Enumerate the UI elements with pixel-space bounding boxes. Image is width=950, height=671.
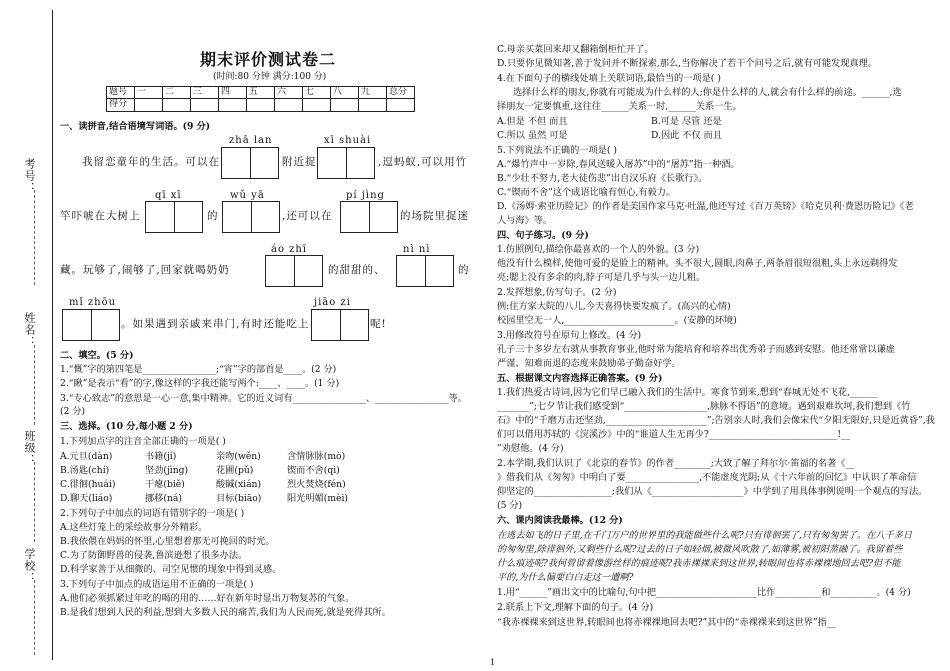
text-fill-2: 仰坚定的_________________;我们从《____________________》中学到了用具体事例说明一个观点的写法。 bbox=[497, 486, 928, 497]
example-text: 他没有什么模样,使他可爱的是脸上的精神。头不很大,圆眼,肉鼻子,两条眉很短很粗,头上永远剃得发 bbox=[497, 258, 898, 269]
choice-question-3: 3.下列句子中加点的成语运用不正确的一项是( ) bbox=[60, 579, 254, 590]
score-col: 七 bbox=[303, 87, 331, 99]
pinyin-label: wǔ yā bbox=[230, 190, 265, 201]
score-table bbox=[106, 86, 415, 112]
score-value-row bbox=[107, 99, 415, 111]
score-col: 八 bbox=[331, 87, 359, 99]
imitation-sentence: 校园里空无一人,________________________。(安静的环境) bbox=[497, 315, 737, 326]
option-d[interactable]: D.因此 不仅 而且 bbox=[651, 130, 722, 141]
section-1-heading: 一、读拼音,结合语境写词语。(9 分) bbox=[60, 121, 211, 132]
score-cell[interactable] bbox=[135, 99, 163, 111]
reading-question-1: 1.用“______”画出文中的比喻句,句中把______________________比作__________和__________。(4 分) bbox=[497, 587, 911, 598]
answer-box[interactable] bbox=[62, 309, 120, 341]
answer-box[interactable] bbox=[145, 201, 203, 233]
score-col: 一 bbox=[135, 87, 163, 99]
example-sentence: 例:住方家大院的八儿,今天喜得快要发疯了。(高兴的心情) bbox=[497, 301, 731, 312]
score-col: 九 bbox=[359, 87, 387, 99]
page-number: 1 bbox=[490, 658, 496, 667]
text-line: 竿吓唬在大树上 bbox=[60, 210, 141, 222]
score-cell[interactable] bbox=[387, 99, 415, 111]
option-word: 锲而不舍(qì) bbox=[287, 465, 340, 476]
option-word: 酸碱(xián) bbox=[216, 479, 262, 490]
score-cell[interactable] bbox=[191, 99, 219, 111]
section-2-heading: 二、填空。(5 分) bbox=[60, 350, 134, 361]
section-4-heading: 四、句子练习。(9 分) bbox=[497, 230, 589, 241]
text-line: 呢! bbox=[370, 318, 387, 330]
class-label: 班级： bbox=[23, 430, 36, 466]
text-fill-2: 》借我们从《匆匆》中明白了要________________,不能虚度光阴;从《十六年前的回忆》中认识了革命信 bbox=[497, 472, 917, 483]
option-d[interactable]: D.《汤姆·索亚历险记》的作者是美国作家马克·吐温,他还写过《百万英镑》《哈克贝利·费恩历险记》《老 bbox=[497, 201, 914, 212]
option-a[interactable]: A.元旦(dàn) bbox=[60, 451, 113, 462]
exam-info: (时间:80 分钟 满分:100 分) bbox=[213, 72, 327, 82]
score-cell[interactable] bbox=[331, 99, 359, 111]
pinyin-label: qī xī bbox=[155, 190, 182, 201]
text-line: 。如果遇到亲戚来串门,有时还能吃上 bbox=[121, 318, 310, 330]
option-word: 烈火焚烧(fén) bbox=[287, 479, 346, 490]
text-line: 的甜甜的、 bbox=[328, 264, 386, 276]
option-word: 亲吻(wěn) bbox=[216, 451, 261, 462]
option-a[interactable]: A.这些灯笼上的采绘故事分外精彩。 bbox=[60, 522, 208, 533]
text-fill-1: _______”;七夕节让我们感受到“__________________,脉脉不得语”的意境。遇到艰难坎坷,我们想到《竹 bbox=[497, 401, 911, 412]
text-line: 我留恋童年的生活。可以在 bbox=[82, 156, 220, 168]
school-line bbox=[34, 580, 35, 655]
option-a[interactable]: A.他们必须抓紧过年吃的喝的用的……好在新年时显出万物复苏的气象。 bbox=[60, 593, 355, 604]
text-line: 的场院里捉迷 bbox=[400, 210, 469, 222]
option-c[interactable]: C.为了防御野兽的侵袭,鲁滨逊想了很多办法。 bbox=[60, 550, 248, 561]
answer-box[interactable] bbox=[317, 147, 375, 179]
text-fill-1: ”劝慰他。(4 分) bbox=[497, 443, 564, 454]
answer-box[interactable] bbox=[396, 255, 454, 287]
pinyin-label: jiāo zi bbox=[314, 297, 351, 308]
sentence-question-1: 1.仿照例句,描绘你最喜欢的一个人的外貌。(3 分) bbox=[497, 244, 700, 255]
choice-question-5: 5.下列说法不正确的一项是( ) bbox=[497, 145, 617, 156]
score-cell[interactable] bbox=[303, 99, 331, 111]
option-word: 挪移(ná) bbox=[145, 493, 182, 504]
pinyin-label: xī shuài bbox=[324, 135, 372, 146]
text-line: ,还可以在 bbox=[282, 210, 333, 222]
answer-box[interactable] bbox=[221, 147, 279, 179]
reading-question-2: 2.联系上下文,理解下面的句子。(4 分) bbox=[497, 602, 654, 613]
score-col: 四 bbox=[219, 87, 247, 99]
option-d[interactable]: D.只要你见微知著,善于发问并不断探索,那么,当你解决了若干个问号之后,就有可能发现真理。 bbox=[497, 58, 877, 69]
question-4-text: 选择什么样的朋友,你就有可能成为什么样的人;你是什么样的人,就会有什么样的前途。______,选 bbox=[513, 87, 902, 98]
option-word: 坚劲(jìng) bbox=[145, 465, 189, 476]
score-cell[interactable] bbox=[163, 99, 191, 111]
option-a[interactable]: A.但是 不但 而且 bbox=[497, 116, 568, 127]
score-col: 总分 bbox=[387, 87, 415, 99]
answer-box[interactable] bbox=[222, 201, 280, 233]
option-d[interactable]: D.聊天(liáo) bbox=[60, 493, 113, 504]
example-text: 亮;腮上没有多余的肉,脖子可是几乎与头一边儿粗。 bbox=[497, 272, 706, 283]
score-col: 六 bbox=[275, 87, 303, 99]
option-word: 目标(biāo) bbox=[216, 493, 262, 504]
fill-question-3-score: (2 分) bbox=[60, 406, 86, 417]
score-header-row bbox=[107, 87, 415, 99]
option-b[interactable]: B.“少壮不努力,老大徒伤悲”出自汉乐府《长歌行》。 bbox=[497, 173, 708, 184]
option-b[interactable]: B.可是 尽管 还是 bbox=[651, 116, 722, 127]
fill-question-1: 1.“慨”字的第四笔是________________;“宵”字的部首是____。(2 分) bbox=[60, 364, 337, 375]
text-fill-1: 1.我们热爱古诗词,因为它们早已融入我们的生活中。寒食节到来,想到“春城无处不飞花,______ bbox=[497, 387, 878, 398]
choice-question-1: 1.下列加点字的注音全部正确的一项是( ) bbox=[60, 436, 226, 447]
reading-passage: 的匆匆里,除徘徊外,又剩些什么呢?过去的日子如轻烟,被微风吹散了,如薄雾,被初阳蒸融了。我留着些 bbox=[497, 544, 903, 555]
score-row-label: 得分 bbox=[107, 99, 135, 111]
sentence-question-2: 2.发挥想象,仿写句子。(2 分) bbox=[497, 287, 617, 298]
text-line: 的 bbox=[207, 210, 219, 222]
score-cell[interactable] bbox=[219, 99, 247, 111]
fill-question-3: 3.“专心致志”的意思是一心一意,集中精神。它的近义词有________________、________________等。 bbox=[60, 393, 467, 404]
option-b[interactable]: B.汤匙(chí) bbox=[60, 465, 110, 476]
option-b[interactable]: B.是我们想到人民的利益,想到大多数人民的痛苦,我们为人民而死,就是死得其所。 bbox=[60, 607, 391, 618]
revision-text: 孔子三十多岁左右就从事教育事业,他时常为能培育和培养出优秀弟子而感到安慰。他还常常以谦虚 bbox=[497, 344, 895, 355]
option-word: 书籍(jí) bbox=[145, 451, 177, 462]
section-5-heading: 五、根据课文内容选择正确答案。(9 分) bbox=[497, 373, 663, 384]
name-line bbox=[34, 345, 35, 425]
option-d-continued: 人与海》等。 bbox=[497, 215, 553, 226]
option-word: 含情脉脉(mò) bbox=[287, 451, 346, 462]
score-col: 三 bbox=[191, 87, 219, 99]
class-line bbox=[34, 462, 35, 542]
reading-passage: 什么痕迹呢?我何曾留着像游丝样的痕迹呢?我赤裸裸来到这世界,转眼间也将赤裸裸地回去吧?但不能 bbox=[497, 558, 901, 569]
revision-text: 严谨、知难而退的态度来鼓励弟子勤奋好学。 bbox=[497, 358, 681, 369]
reading-question-2-text: “我赤裸裸来到这世界,转眼间也将赤裸裸地回去吧?”其中的“赤裸裸来到这世界”指__ bbox=[497, 617, 837, 628]
option-a[interactable]: A.“爆竹声中一岁除,春风送暖入屠苏”中的“屠苏”指一种酒。 bbox=[497, 159, 740, 170]
school-label: 学校： bbox=[23, 548, 36, 584]
exam-number-line bbox=[34, 190, 35, 285]
sentence-question-3: 3.用修改符号在原句上修改。(4 分) bbox=[497, 330, 642, 341]
answer-box[interactable] bbox=[340, 201, 398, 233]
score-cell[interactable] bbox=[359, 99, 387, 111]
answer-box[interactable] bbox=[311, 309, 369, 341]
reading-passage: 在逃去如飞的日子里,在千门万户的世界里的我能做些什么呢?只有徘徊罢了,只有匆匆罢了。在八千多日 bbox=[497, 530, 913, 541]
section-6-heading: 六、课内阅读我最棒。(12 分) bbox=[497, 515, 623, 526]
option-word: 干瘪(biě) bbox=[145, 479, 185, 490]
exam-number-label: 考号： bbox=[23, 158, 36, 194]
text-line: ,逗蚂蚁,可以用竹 bbox=[378, 156, 468, 168]
name-label: 姓名： bbox=[23, 312, 36, 348]
reading-passage: 平的,为什么偏要白白走这一遭啊? bbox=[497, 572, 634, 583]
page-title: 期末评价测试卷二 bbox=[200, 50, 337, 69]
pinyin-label: pí jìng bbox=[346, 190, 385, 201]
fill-question-2: 2.“瞅”是表示“看”的字,像这样的字我还能写两个:____、____。(1 分) bbox=[60, 378, 340, 389]
score-cell[interactable] bbox=[247, 99, 275, 111]
section-3-heading: 三、选择。(10 分,每小题 2 分) bbox=[60, 421, 193, 432]
score-cell[interactable] bbox=[275, 99, 303, 111]
option-word: 阳光明媚(mèi) bbox=[287, 493, 349, 504]
pinyin-label: nì nì bbox=[403, 244, 431, 255]
answer-box[interactable] bbox=[265, 255, 323, 287]
score-col: 二 bbox=[163, 87, 191, 99]
text-line: 藏。玩够了,闹够了,回家就喝奶奶 bbox=[60, 264, 230, 276]
option-c[interactable]: C.徘徊(huái) bbox=[60, 479, 116, 490]
score-col: 题号 bbox=[107, 87, 135, 99]
question-4-text: 择朋友一定要慎重,这往往______关系一时,______关系一生。 bbox=[497, 101, 742, 112]
text-fill-2: (5 分) bbox=[497, 500, 523, 511]
pinyin-label: zhā lan bbox=[229, 135, 273, 146]
choice-question-4: 4.在下面句子的横线处填上关联词语,最恰当的一项是( ) bbox=[497, 73, 721, 84]
text-fill-1: 石》中的“千磨万击还坚劲,______________________”;告别亲人时,我们会像宋代“夕阳无限好,只是近黄昏”,我 bbox=[497, 415, 935, 426]
option-c[interactable]: C.母亲买菜回来却又翻箱倒柜忙开了。 bbox=[497, 44, 654, 55]
option-c[interactable]: C.“锲而不舍”这个成语比喻有恒心,有毅力。 bbox=[497, 187, 676, 198]
pinyin-label: áo zhī bbox=[271, 244, 308, 255]
text-line: 附近捉 bbox=[282, 156, 317, 168]
score-col: 五 bbox=[247, 87, 275, 99]
choice-question-2: 2.下列句子中加点的词语有错别字的一项是( ) bbox=[60, 508, 245, 519]
text-fill-1: 们可以借用苏轼的《浣溪沙》中的“谁道人生无再少?____________________________!__ bbox=[497, 429, 851, 440]
pinyin-label: mǐ zhōu bbox=[69, 297, 117, 308]
binding-strip bbox=[0, 0, 60, 671]
option-d[interactable]: D.科学家善于从细微的、司空见惯的现象中得到灵感。 bbox=[60, 564, 282, 575]
option-c[interactable]: C.所以 虽然 可是 bbox=[497, 130, 568, 141]
text-fill-2: 2.本学期,我们认识了《北京的春节》的作者________;大致了解了拜尔尔·笛福的名著《__ bbox=[497, 458, 855, 469]
text-line: 的 bbox=[458, 264, 470, 276]
binding-line bbox=[52, 10, 53, 660]
option-b[interactable]: B.我依偎在妈妈的怀里,心里想着那无可挽回的时光。 bbox=[60, 536, 275, 547]
option-word: 花圃(pǔ) bbox=[216, 465, 254, 476]
